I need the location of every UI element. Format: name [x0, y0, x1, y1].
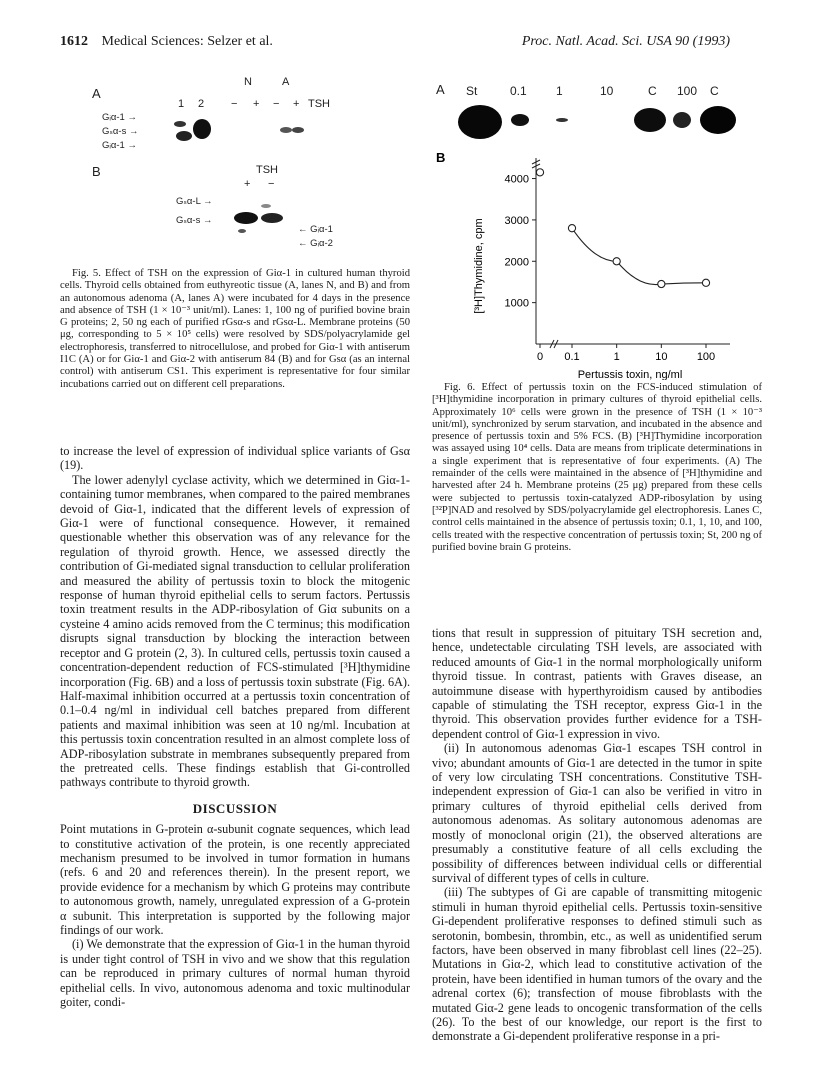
blot-b-band: [261, 213, 283, 223]
page-number: 1612: [60, 34, 88, 49]
chart-data-point: [702, 279, 709, 286]
fig5-sign-3: −: [273, 98, 280, 110]
chart-x-tick-label: 0: [536, 351, 544, 363]
fig5-row-label-3: Gᵢα-1 →: [102, 140, 137, 151]
fig5-row-label-1: Gᵢα-1 →: [102, 112, 137, 123]
fig5-blot-b: [224, 196, 304, 246]
fig5-lane-2: 2: [198, 98, 205, 110]
chart-y-tick-label: 1000: [504, 297, 529, 310]
fig5-b-sign-minus: −: [268, 178, 275, 190]
running-header-left: [60, 34, 273, 50]
fig6a-band: [634, 108, 666, 132]
chart-series-line: [572, 228, 706, 284]
chart-data-point: [536, 169, 543, 176]
body-paragraph: (i) We demonstrate that the expression of Giα-1 in the human thyroid is under tight control of TSH in vivo and we show that this regulation can be reproduced in primary cultures of normal human thyroid epithelial cells. In vivo, autonomous adenoma and toxic multinodular goiter, condi-: [60, 937, 410, 1010]
fig5-blot-a: [170, 110, 320, 155]
chart-y-tick-label: 2000: [504, 256, 529, 269]
journal-citation: Proc. Natl. Acad. Sci. USA 90 (1993): [521, 34, 730, 49]
fig5-sign-2: +: [253, 98, 260, 110]
body-paragraph: tions that result in suppression of pituitary TSH secretion and, hence, undetectable circulating TSH levels, are associated with reduced amounts of Giα-1 in the normal morphologically uniform thyroid tissue. In contrast, patients with Graves disease, an autoimmune disease with hyperthyroidism caused by antibodies capable of stimulating the TSH receptor, express Giα-1 in the thyroid. This observation provides further evidence for a TSH-dependent control of Giα-1 expression in vivo.: [432, 626, 762, 741]
fig6b-chart: [430, 148, 760, 380]
fig6-lane-100: 100: [677, 84, 698, 98]
fig5-b-row-label-2: Gₛα-s →: [176, 215, 213, 226]
blot-a-band: [280, 127, 292, 133]
section-title-discussion: DISCUSSION: [192, 800, 278, 816]
fig6a-autoradiograph: [450, 98, 740, 148]
body-paragraph: Point mutations in G-protein α-subunit cognate sequences, which lead to constitutive activation of the protein, is one recently appreciated mechanism presumed to be involved in tumor formation in humans (refs. 6 and 20 and references therein). In the present report, we provide evidence for a mechanism by which G proteins may contribute to autonomous growth, namely, unregulated expression of a G-protein α subunit. This interpretation is supported by the following major findings of our work.: [60, 822, 410, 937]
fig5-tsh-b: TSH: [256, 164, 278, 176]
blot-b-band: [234, 212, 258, 224]
chart-y-tick-label: 3000: [504, 214, 529, 227]
fig6-caption: Fig. 6. Effect of pertussis toxin on the FCS-induced stimulation of [³H]thymidine incorporation in primary cultures of thyroid epithelial cells. Approximately 10⁶ cells were grown in the presence of TSH (1 × 10⁻³ unit/ml), synchronized by serum starvation, and incubated in the absence and presence of pertussis toxin and 5% FCS. (B) [³H]Thymidine incorporation was assayed using 10⁴ cells. Data are means from triplicate determinations in a single experiment that is representative of four experiments. (A) The remainder of the cells were maintained in the absence of [³H]thymidine and harvested after 24 h. Membrane proteins (25 μg) prepared from these cells were subjected to pertussis toxin-catalyzed ADP-ribosylation by using [³²P]NAD and resolved by SDS/polyacrylamide gel electrophoresis. Lanes C, control cells maintained in the absence of pertussis toxin; 0.1, 1, 10, and 100, cells treated with the respective concentration of pertussis toxin; St, 200 ng of purified bovine brain G proteins.: [432, 382, 762, 553]
fig6-panel-a-label: A: [436, 82, 445, 97]
body-paragraph: The lower adenylyl cyclase activity, which we determined in Giα-1-containing tumor membranes, when compared to the paired membranes devoid of Giα-1, indicated that the different levels of expression of Giα-1 were of functional consequence. However, it remained questionable whether this observation was of any relevance for the regulation of thyroid growth. Hence, we assessed directly the contribution of Gi-mediated signal transduction to cellular proliferation and measured the ability of pertussis toxin to block the mitogenic response of human thyroid epithelial cells to serum factors. Pertussis toxin treatment results in the ADP-ribosylation of Giα subunits on a cysteine 4 amino acids removed from the C terminus; this modification disrupts signal transduction by blocking the interaction between receptor and G protein (2, 3). In cultured cells, pertussis toxin caused a concentration-dependent reduction of FCS-stimulated [³H]thymidine incorporation (Fig. 6B) and a loss of pertussis toxin substrate (Fig. 6A). Half-maximal inhibition occurred at a pertussis toxin concentration of 0.1–0.4 ng/ml in individual cell batches prepared from different patients and maximal inhibition was seen at 10 ng/ml. Incubation at this pertussis toxin concentration resulted in an almost complete loss of ADP-ribosylation substrate in membranes subsequently prepared from the pretreated cells. These findings establish that Gi-controlled pathways contribute to thyroid growth.: [60, 472, 410, 790]
body-paragraph: (iii) The subtypes of Gi are capable of transmitting mitogenic stimuli in human thyroid epithelial cells. Pertussis toxin-sensitive Gi-dependent proliferative responses to defined stimuli such as serotonin, bombesin, thrombin, etc., as well as unidentified serum factors, have been observed in many fibroblast cell lines (22–25). Mutations in Giα-2, which lead to constitutive activation of the protein, have been identified in human tumors of the ovary and the adrenal cortex (6); transfection of mouse fibroblasts with the mutated Giα-2 gene leads to oncogenic transformation of the cells (26). To the best of our knowledge, our report is the first to demonstrate a Gi-dependent proliferative response in a pri-: [432, 885, 762, 1044]
fig5-b-right-label-2: ← Gᵢα-2: [298, 238, 333, 249]
fig5-b-row-label-1: Gₛα-L →: [176, 196, 213, 207]
body-right-column: [432, 626, 762, 1044]
section-author: Medical Sciences: Selzer et al.: [101, 34, 273, 49]
blot-b-band: [238, 229, 246, 233]
fig6a-band: [511, 114, 529, 126]
body-paragraph: (ii) In autonomous adenomas Giα-1 escapes TSH control in vivo; abundant amounts of Giα-1 are detected in the tumor in spite of very low circulating TSH concentrations. Constitutive TSH-independent expression of Giα-1 can also be verified in vitro in primary cultures of thyroid epithelial cells derived from autonomous adenomas. As solitary autonomous adenomas are mostly of monoclonal origin (21), the observed alterations are presumably a constitutive feature of all cells excluding the possibility of differences between individual cells or differential survival of different types of cells in culture.: [432, 741, 762, 885]
chart-x-tick-label: 10: [655, 351, 668, 363]
chart-x-axis-label: Pertussis toxin, ng/ml: [577, 369, 683, 380]
chart-x-tick-label: 1: [613, 351, 620, 363]
fig6-lane-c2: C: [710, 84, 719, 98]
fig5-group-n: N: [244, 76, 252, 88]
chart-y-axis-label: [³H]Thymidine, cpm: [473, 218, 485, 314]
chart-data-point: [658, 280, 665, 287]
blot-a-band: [292, 127, 304, 133]
fig5-panel-a-label: A: [92, 86, 101, 101]
fig6a-band: [556, 118, 568, 122]
body-left-column: [60, 444, 410, 1009]
body-paragraph: to increase the level of expression of individual splice variants of Gsα (19).: [60, 444, 410, 473]
fig5-sign-1: −: [231, 98, 238, 110]
fig6a-band: [458, 105, 502, 139]
fig5-b-right-label-1: ← Gᵢα-1: [298, 224, 333, 235]
blot-a-band: [193, 119, 211, 139]
fig5-b-sign-plus: +: [244, 178, 251, 190]
chart-x-tick-label: 0.1: [564, 351, 580, 363]
chart-data-point: [568, 225, 575, 232]
chart-x-tick-label: 100: [696, 351, 716, 363]
chart-y-tick-label: 4000: [504, 173, 529, 186]
fig6a-band: [673, 112, 691, 128]
fig6-lane-c1: C: [648, 84, 657, 98]
fig5-sign-4: +: [293, 98, 300, 110]
fig6-lane-1: 1: [556, 84, 563, 98]
blot-a-band: [174, 121, 186, 127]
fig6-panel-b-label: B: [436, 150, 446, 165]
fig5-tsh-a: TSH: [308, 98, 330, 110]
fig5-lane-1: 1: [178, 98, 185, 110]
chart-data-point: [613, 258, 620, 265]
fig6-lane-st: St: [466, 84, 478, 98]
blot-b-band: [261, 204, 271, 208]
blot-a-band: [176, 131, 192, 141]
fig6-lane-10: 10: [600, 84, 614, 98]
fig5-panel-b-label: B: [92, 164, 101, 179]
fig5-row-label-2: Gₛα-s →: [102, 126, 139, 137]
fig5-caption: Fig. 5. Effect of TSH on the expression of Giα-1 in cultured human thyroid cells. Thyroid cells obtained from euthyreotic tissue (A, lanes N, and B) and from an autonomous adenoma (A, lanes A) were incubated for 4 days in the presence and absence of TSH (1 × 10⁻³ unit/ml). Lanes: 1, 100 ng of purified bovine brain G proteins; 2, 50 ng each of purified rGsα-s and rGsα-L. Membrane proteins (50 μg, corresponding to 5 × 10⁵ cells) were resolved by SDS/polyacrylamide gel electrophoresis, transferred to nitrocellulose, and probed for Giα-1 with antiserum I1C (A) or for Giα-1 and Giα-2 with antiserum 84 (B) and for Gsα (as an internal control) with antiserum CS1. This experiment is representative for four similar incubations carried out on different cell preparations.: [60, 268, 410, 390]
fig6-lane-0-1: 0.1: [510, 84, 527, 98]
fig6a-band: [700, 106, 736, 134]
fig5-group-a: A: [282, 76, 290, 88]
